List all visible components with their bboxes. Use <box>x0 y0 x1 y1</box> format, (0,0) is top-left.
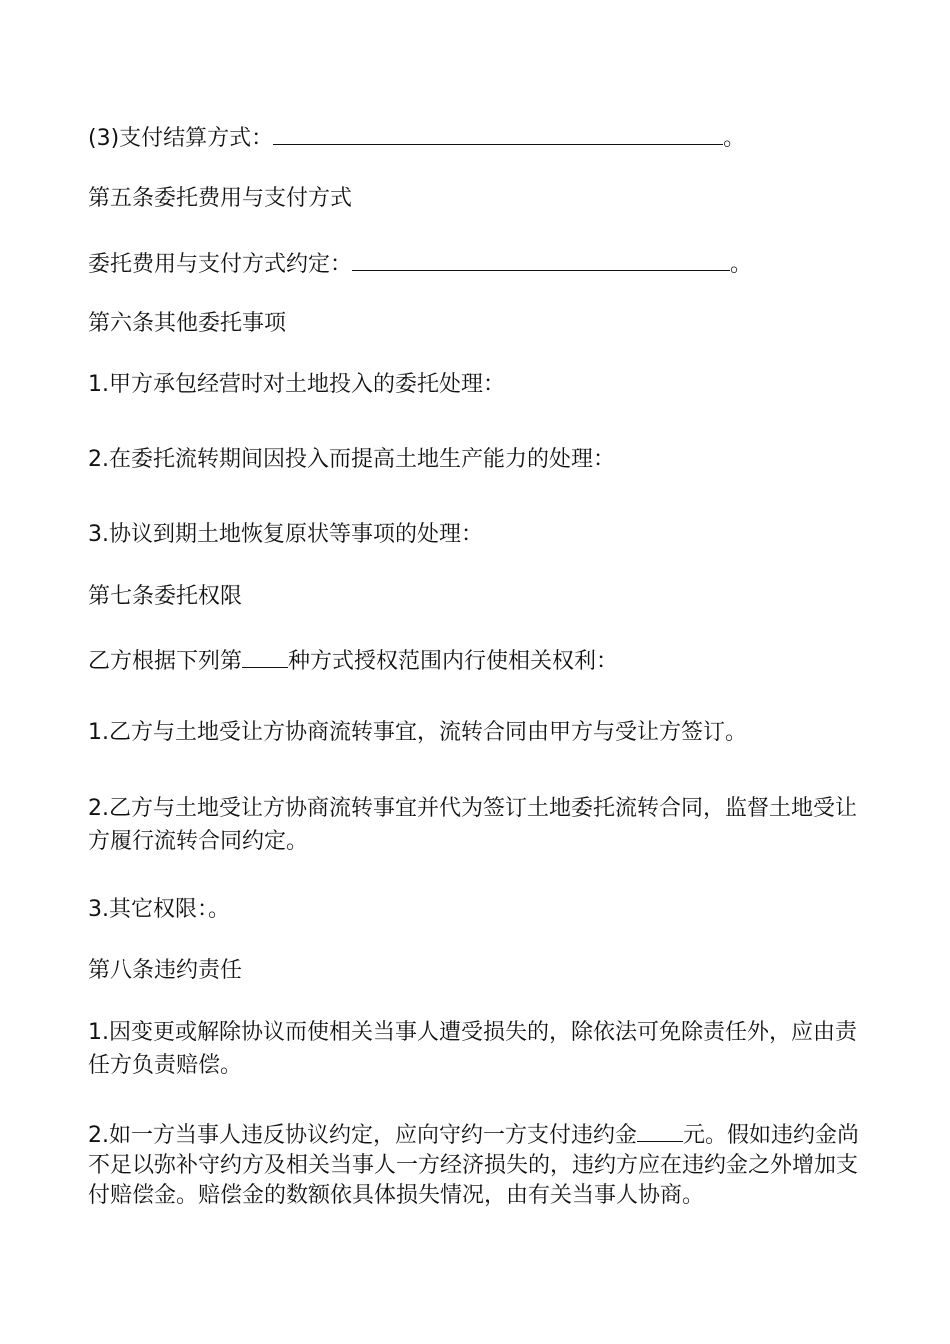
authorization-choice-blank <box>242 645 288 668</box>
article-5-heading: 第五条委托费用与支付方式 <box>88 186 353 211</box>
payment-settlement-blank <box>273 122 723 145</box>
article-6-item-1: 1.甲方承包经营时对土地投入的委托处理： <box>88 372 505 397</box>
article-7-heading: 第七条委托权限 <box>88 584 243 609</box>
fee-agreement-label: 委托费用与支付方式约定： <box>88 252 353 277</box>
payment-settlement-line <box>88 122 745 154</box>
authorization-choice-prefix: 乙方根据下列第 <box>88 649 243 674</box>
liability-item-2 <box>88 1119 864 1211</box>
authority-item-2: 2.乙方与土地受让方协商流转事宜并代为签订土地委托流转合同，监督土地受让方履行流转合同约定。 <box>88 796 857 854</box>
authority-item-1: 1.乙方与土地受让方协商流转事宜，流转合同由甲方与受让方签订。 <box>88 720 747 745</box>
fee-agreement-end: 。 <box>730 252 753 277</box>
article-6-item-3: 3.协议到期土地恢复原状等事项的处理： <box>88 522 483 547</box>
liability-item-2-prefix: 2.如一方当事人违反协议约定，应向守约一方支付违约金 <box>88 1123 637 1148</box>
authority-item-3: 3.其它权限：。 <box>88 897 230 922</box>
authorization-choice-line <box>88 645 618 677</box>
article-6-item-2: 2.在委托流转期间因投入而提高土地生产能力的处理： <box>88 447 615 472</box>
authorization-choice-suffix: 种方式授权范围内行使相关权利： <box>288 649 619 674</box>
payment-settlement-label: (3)支付结算方式： <box>88 126 274 151</box>
fee-agreement-line <box>88 248 752 280</box>
payment-settlement-end: 。 <box>723 126 746 151</box>
article-6-heading: 第六条其他委托事项 <box>88 311 287 336</box>
liability-item-1: 1.因变更或解除协议而使相关当事人遭受损失的，除依法可免除责任外，应由责任方负责赔偿。 <box>88 1020 857 1078</box>
article-8-heading: 第八条违约责任 <box>88 958 243 983</box>
fee-agreement-blank <box>352 248 730 271</box>
penalty-amount-blank <box>637 1119 683 1142</box>
liability-item-2-suffix: 元。假如违约金尚不足以弥补守约方及相关当事人一方经济损失的，违约方应在违约金之外增加支付赔偿金。赔偿金的数额依具体损失情况，由有关当事人协商。 <box>88 1123 860 1208</box>
